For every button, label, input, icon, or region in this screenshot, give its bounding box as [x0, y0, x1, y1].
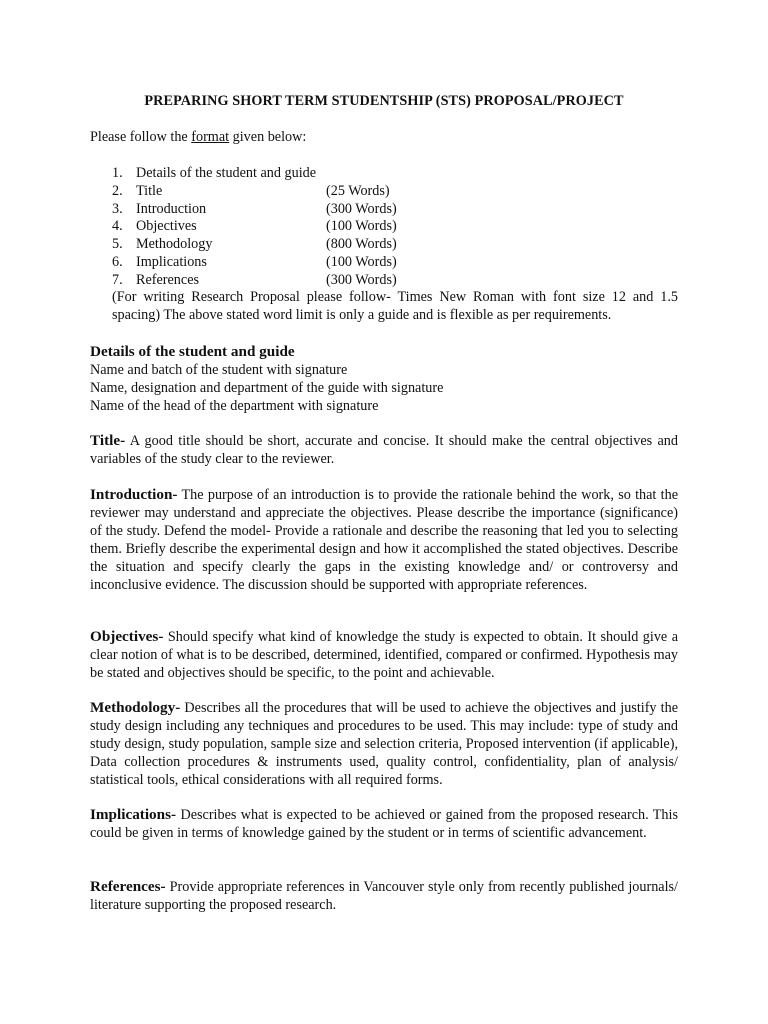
- details-line: Name, designation and department of the guide with signature: [90, 380, 444, 396]
- intro-before: Please follow the: [90, 129, 192, 145]
- list-item: [112, 253, 672, 271]
- objectives-heading: Objectives-: [90, 628, 164, 645]
- intro-line: [90, 128, 306, 146]
- implications-text: Describes what is expected to be achieved or gained from the proposed research. This could be given in terms of knowledge gained by the student or in terms of scientific advancement.: [90, 807, 678, 841]
- objectives-text: Should specify what kind of knowledge the study is expected to obtain. It should give a clear notion of what is to be described, determined, identified, compared or confirmed. Hypothesis may be stated and objectives should be specific, to the point and achievable.: [90, 629, 678, 681]
- details-line: Name and batch of the student with signature: [90, 362, 348, 378]
- list-item-words: (800 Words): [326, 236, 397, 253]
- list-item: [112, 182, 672, 200]
- list-item-number: 7.: [112, 271, 123, 288]
- list-item-number: 3.: [112, 200, 123, 217]
- list-item-number: 1.: [112, 165, 123, 181]
- list-item: [112, 235, 672, 253]
- list-item-name: Methodology: [136, 236, 213, 253]
- list-item-name: Details of the student and guide: [136, 165, 317, 181]
- list-item: [112, 164, 672, 182]
- list-item: [112, 200, 672, 218]
- implications-section: [90, 806, 678, 842]
- list-item-name: Introduction: [136, 200, 207, 217]
- list-item-name: Title: [136, 182, 163, 199]
- details-line: Name of the head of the department with signature: [90, 398, 379, 414]
- list-item-words: (100 Words): [326, 253, 397, 270]
- introduction-heading: Introduction-: [90, 486, 178, 503]
- list-item-name: References: [136, 271, 200, 288]
- list-item-number: 4.: [112, 218, 123, 235]
- references-text: Provide appropriate references in Vancouver style only from recently published journals/ literature supporting the proposed research.: [90, 879, 678, 913]
- methodology-heading: Methodology-: [90, 699, 181, 716]
- list-item-name: Implications: [136, 253, 207, 270]
- list-item-words: (300 Words): [326, 271, 397, 288]
- objectives-section: [90, 628, 678, 682]
- details-heading: Details of the student and guide: [90, 343, 295, 360]
- implications-heading: Implications-: [90, 806, 177, 823]
- list-item: [112, 271, 672, 289]
- introduction-section: [90, 486, 678, 594]
- list-item-name: Objectives: [136, 218, 197, 235]
- page-title: PREPARING SHORT TERM STUDENTSHIP (STS) PROPOSAL/PROJECT: [144, 93, 624, 109]
- title-section-heading: Title-: [90, 432, 126, 449]
- list-item-words: (100 Words): [326, 218, 397, 235]
- references-section: [90, 878, 678, 914]
- title-section: [90, 432, 678, 468]
- methodology-text: Describes all the procedures that will be used to achieve the objectives and justify the study design including any techniques and procedures to be used. This may include: type of study and study design, study population, sample size and selection criteria, Proposed intervention (if applicable), Data collection procedures & instruments used, quality control, confidentiality, plan of analysis/ statistical tools, ethical considerations with all required forms.: [90, 700, 678, 788]
- methodology-section: [90, 699, 678, 789]
- format-link: format: [191, 129, 230, 145]
- list-item-words: (25 Words): [326, 182, 390, 199]
- title-section-text: A good title should be short, accurate and concise. It should make the central objectives and variables of the study clear to the reviewer.: [90, 433, 678, 467]
- format-list: [112, 164, 672, 289]
- references-heading: References-: [90, 878, 166, 895]
- list-item: [112, 217, 672, 235]
- list-item-words: (300 Words): [326, 200, 397, 217]
- list-item-number: 5.: [112, 236, 123, 253]
- list-item-number: 2.: [112, 182, 123, 199]
- list-item-number: 6.: [112, 253, 123, 270]
- details-section: [90, 343, 678, 415]
- intro-after: given below:: [229, 129, 307, 145]
- introduction-text: The purpose of an introduction is to provide the rationale behind the work, so that the reviewer may understand and appreciate the objectives. Please describe the importance (significance) of the study. Defend the model- Provide a rationale and describe the reasoning that led you to selecting them. Briefly describe the experimental design and how it accomplished the stated objectives. Describe the situation and specify clearly the gaps in the existing knowledge and/ or controversy and inconclusive evidence. The discussion should be supported with appropriate references.: [90, 487, 678, 593]
- formatting-note: (For writing Research Proposal please follow- Times New Roman with font size 12 and 1.5 spacing) The above stated word limit is only a guide and is flexible as per requirements.: [112, 289, 678, 323]
